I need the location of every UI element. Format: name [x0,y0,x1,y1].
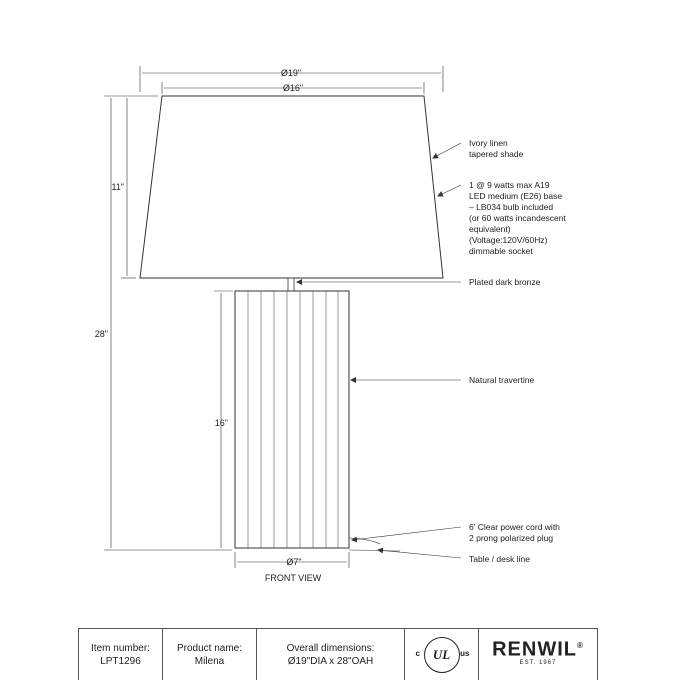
product-name-value: Milena [194,655,225,667]
lamp-shade [140,96,443,278]
overall-dimensions-value: Ø19"DIA x 28"OAH [287,655,374,667]
annotation-bulb [469,180,568,256]
item-number-label: Item number: [91,642,150,654]
annotation-base: Natural travertine [469,375,535,385]
overall-dimensions-cell [257,629,405,680]
table-line [349,550,400,551]
ul-logo-text: UL [432,647,451,662]
annotation-bulb-line: (or 60 watts incandescent [469,213,566,223]
product-name-label: Product name: [176,642,243,654]
dim-shade-height-label: 11" [111,182,124,192]
ul-c-mark: c [415,648,420,658]
annotation-bulb-line: equivalent) [469,224,511,234]
annotation-bulb-line: LED medium (E26) base [469,191,563,201]
annotation-bulb-line: 1 @ 9 watts max A19 [469,180,550,190]
dim-shade-outer-label: Ø19" [280,68,302,78]
power-cord [349,538,380,544]
leader-bulb [438,185,461,196]
leader-cord [352,527,461,540]
annotation-table: Table / desk line [469,554,530,564]
overall-dimensions-label: Overall dimensions: [286,642,375,654]
annotation-bulb-line: (Voltage:120V/60Hz) [469,235,548,245]
dim-shade-inner-label: Ø16" [282,83,304,93]
brand-cell [479,629,597,680]
leader-table [378,550,461,558]
annotation-cord [469,522,562,543]
item-number-value: LPT1296 [100,655,141,667]
brand-established: EST. 1967 [519,660,557,667]
annotation-shade-line: tapered shade [469,149,524,159]
dim-base-width-label: Ø7" [286,557,302,567]
dim-overall-height-label: 28" [94,329,108,339]
annotation-bulb-line: – LB034 bulb included [469,202,554,212]
leader-shade [433,143,461,158]
brand-logo [492,638,584,661]
ul-certification-icon [415,637,470,673]
ul-us-mark: us [460,648,470,658]
brand-registered-mark: ® [576,640,584,650]
lamp-base [235,291,349,548]
dim-base-height-label: 16" [214,418,228,428]
lamp-neck [288,278,294,292]
annotation-bulb-line: dimmable socket [469,246,533,256]
annotation-shade [469,138,524,159]
brand-name: RENWIL [492,638,577,661]
product-name-cell [163,629,257,680]
annotation-cord-line: 6' Clear power cord with [469,522,560,532]
annotation-cord-line: 2 prong polarized plug [469,533,554,543]
annotation-shade-line: Ivory linen [469,138,508,148]
annotation-finish: Plated dark bronze [469,277,541,287]
view-label: FRONT VIEW [264,573,322,583]
certification-cell [405,629,479,680]
spec-footer [78,628,598,680]
item-number-cell [79,629,163,680]
